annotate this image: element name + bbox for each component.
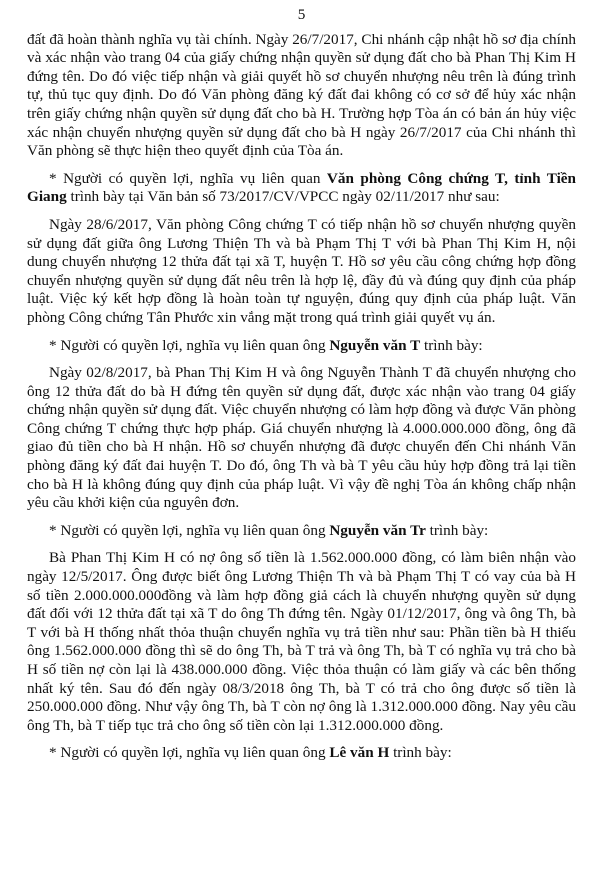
paragraph-party-tr-intro: [27, 522, 576, 541]
intro-text: * Người có quyền lợi, nghĩa vụ liên quan: [49, 169, 327, 187]
intro-text: * Người có quyền lợi, nghĩa vụ liên quan ông: [49, 336, 330, 354]
party-name: Nguyễn văn Tr: [329, 521, 426, 539]
paragraph-land-office-conclusion: đất đã hoàn thành nghĩa vụ tài chính. Ngày 26/7/2017, Chi nhánh cập nhật hồ sơ địa chính và xác nhận vào trang 04 của giấy chứng nhận quyền sử dụng đất cho bà Phan Thị Kim H đứng tên. Do đó việc tiếp nhận và giải quyết hồ sơ chuyển nhượng nêu trên là đúng trình tự, thủ tục quy định. Do đó Văn phòng đăng ký đất đai không có cơ sở để hủy xác nhận trên giấy chứng nhận quyền sử dụng đất cho bà H. Trường hợp Tòa án có bản án hủy việc xác nhận chuyển nhượng quyền sử dụng đất cho bà H ngày 26/7/2017 của Chi nhánh thì Văn phòng sẽ thực hiện theo quyết định của Tòa án.: [27, 30, 576, 160]
party-name: Văn phòng Công chứng T: [326, 169, 505, 187]
intro-tail: trình bày:: [425, 521, 489, 539]
intro-tail: trình bày:: [389, 744, 452, 762]
paragraph-party-h-intro: [27, 744, 576, 763]
paragraph-notary-office-intro: [27, 170, 576, 207]
party-name: Nguyễn văn T: [329, 336, 421, 354]
name-separator: ,: [504, 169, 515, 187]
intro-text: * Người có quyền lợi, nghĩa vụ liên quan ông: [49, 521, 330, 539]
party-province: tỉnh Tiền Giang: [27, 169, 576, 206]
paragraph-party-t-intro: [27, 337, 576, 356]
intro-text: * Người có quyền lợi, nghĩa vụ liên quan ông: [49, 744, 330, 762]
page-number: 5: [297, 6, 306, 23]
paragraph-party-tr-statement: Bà Phan Thị Kim H có nợ ông số tiền là 1.562.000.000 đồng, có làm biên nhận vào ngày 12/5/2017. Ông được biết ông Lương Thiện Th và bà Phạm Thị T có vay của bà H số tiền 2.000.000.000đồng và làm hợp đồng giả cách là chuyển nhượng quyền sử dụng đất đối với 12 thửa đất tại xã T do ông Th đứng tên. Ngày 01/12/2017, ông và ông Th, bà T với bà H thống nhất thỏa thuận chuyển nghĩa vụ trả tiền như sau: Phần tiền bà H thiếu ông 1.562.000.000 đồng thì sẽ do ông Th, bà T trả và ông Th, bà T có nghĩa vụ trả cho bà H số tiền nợ còn lại là 438.000.000 đồng. Việc thỏa thuận có làm giấy và các bên thống nhất ký tên. Sau đó đến ngày 08/3/2018 ông Th, bà T có trả cho ông được số tiền là 250.000.000 đồng. Như vậy ông Th, bà T còn nợ ông là 1.312.000.000 đồng. Nay yêu cầu ông Th, bà T tiếp tục trả cho ông số tiền còn lại 1.312.000.000 đồng.: [27, 549, 576, 734]
paragraph-party-t-statement: Ngày 02/8/2017, bà Phan Thị Kim H và ông Nguyễn Thành T đã chuyển nhượng cho ông 12 thửa đất do bà H đứng tên quyền sử dụng đất, được xác nhận vào trang 04 giấy chứng nhận quyền sử dụng đất. Việc chuyển nhượng có làm hợp đồng và được Văn phòng Công chứng T chứng thực hợp pháp. Giá chuyển nhượng là 4.000.000.000 đồng, ông đã giao đủ tiền cho bà H nhận. Hồ sơ chuyển nhượng đã được chuyển đến Chi nhánh Văn phòng đăng ký đất đai huyện T. Do đó, ông Th và bà T yêu cầu hủy hợp đồng trả lại tiền cho bà H là không đúng quy định của pháp luật. Vì vậy đề nghị Tòa án không chấp nhận yêu cầu khởi kiện của nguyên đơn.: [27, 364, 576, 512]
intro-tail: trình bày tại Văn bản số 73/2017/CV/VPCC ngày 02/11/2017 như sau:: [66, 188, 500, 206]
party-name: Lê văn H: [329, 744, 390, 762]
paragraph-notary-office-statement: Ngày 28/6/2017, Văn phòng Công chứng T có tiếp nhận hồ sơ chuyển nhượng quyền sử dụng đất giữa ông Lương Thiện Th và bà Phạm Thị T với bà Phan Thị Kim H, nội dung chuyển nhượng 12 thửa đất tại xã T, huyện T. Hồ sơ yêu cầu công chứng hợp đồng chuyển nhượng quyền sử dụng đất nêu trên là hợp lệ, đầy đủ và đúng quy định của pháp luật. Việc ký kết hợp đồng là hoàn toàn tự nguyện, đúng quy định của pháp luật. Văn phòng Công chứng Tân Phước xin vắng mặt trong quá trình giải quyết vụ án.: [27, 215, 576, 326]
intro-tail: trình bày:: [420, 336, 483, 354]
